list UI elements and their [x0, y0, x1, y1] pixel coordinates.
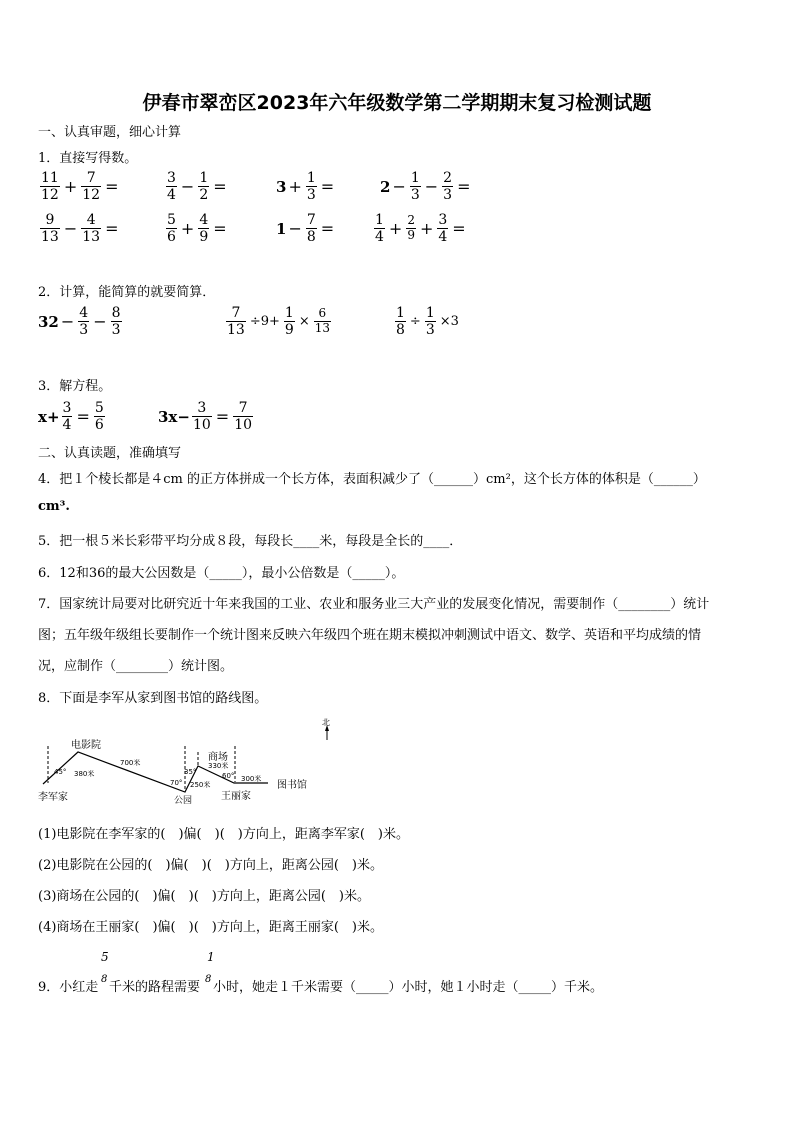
numerator: 2	[443, 170, 453, 186]
distance-label: 330米	[208, 762, 229, 770]
denominator: 4	[167, 187, 176, 204]
numerator: 2	[407, 213, 415, 228]
page-title: 伊春市翠峦区2023年六年级数学第二学期期末复习检测试题	[142, 92, 652, 114]
denominator: 13	[314, 321, 330, 336]
equals: =	[452, 219, 466, 239]
operator: +	[288, 177, 302, 197]
operator: ÷9+	[249, 314, 280, 330]
equals: =	[76, 407, 90, 427]
denominator: 8	[306, 229, 316, 246]
denominator: 12	[82, 187, 101, 204]
section-1-heading: 一、认真审题，细心计算	[38, 125, 182, 140]
numerator: 1	[375, 212, 384, 228]
operator: +	[180, 219, 195, 239]
whole-number: 2	[380, 177, 391, 196]
numerator: 1	[410, 170, 420, 186]
operator: +	[388, 219, 403, 239]
numerator: 11	[41, 170, 59, 186]
denominator: 3	[111, 322, 121, 339]
denominator: 13	[227, 322, 245, 339]
equals: =	[105, 177, 119, 197]
li-home-label: 李军家	[38, 792, 68, 803]
question-7-line-2: 图；五年级年级组长要制作一个统计图来反映六年级四个班在期末模拟冲刺测试中语文、数学、英语和平均成绩的情	[38, 628, 702, 643]
angle-label: 45°	[54, 768, 67, 776]
denominator: 3	[79, 322, 89, 339]
numerator: 4	[199, 212, 209, 228]
denominator: 9	[407, 228, 415, 243]
equation-left: x+	[38, 407, 60, 426]
q1-item-h	[372, 212, 468, 245]
denominator: 4	[375, 229, 384, 246]
numerator: 3	[167, 170, 176, 186]
numerator: 3	[438, 212, 448, 228]
q3-item-a	[38, 400, 107, 433]
q1-item-b	[164, 170, 229, 203]
question-8: 8．下面是李军从家到图书馆的路线图。	[38, 691, 268, 706]
numerator: 4	[81, 212, 101, 229]
distance-label: 250米	[190, 781, 211, 789]
denominator: 3	[306, 187, 316, 204]
numerator: 1	[396, 305, 405, 321]
denominator: 4	[438, 229, 448, 246]
denominator: 6	[94, 417, 104, 434]
question-1: 1．直接写得数。	[38, 151, 138, 166]
route-map	[38, 716, 328, 806]
angle-label: 60°	[222, 772, 235, 780]
question-8-part-2: (2)电影院在公园的( )偏( )( )方向上，距离公园( )米。	[38, 858, 383, 873]
operator: −	[424, 177, 439, 197]
numerator: 8	[111, 305, 121, 321]
denominator: 8	[396, 322, 405, 339]
q9-fraction-1-numerator: 5	[101, 950, 109, 964]
denominator: 4	[62, 417, 72, 434]
denominator: 6	[167, 229, 176, 246]
question-7-line-1: 7．国家统计局要对比研究近十年来我国的工业、农业和服务业三大产业的发展变化情况，需要制作（________）统计	[38, 597, 710, 612]
operator: −	[180, 177, 195, 197]
equation-left: 3x−	[158, 407, 190, 426]
question-3: 3．解方程。	[38, 379, 112, 394]
question-8-part-4: (4)商场在王丽家( )偏( )( )方向上，距离王丽家( )米。	[38, 920, 383, 935]
library-label: 图书馆	[277, 780, 307, 791]
question-2: 2．计算，能简算的就要简算．	[38, 285, 216, 300]
operator: +	[63, 177, 78, 197]
equals: =	[457, 177, 471, 197]
denominator: 13	[82, 229, 101, 246]
numerator: 3	[62, 400, 72, 416]
operator: −	[60, 312, 75, 332]
numerator: 3	[192, 400, 212, 417]
operator: −	[93, 312, 107, 332]
denominator: 9	[199, 229, 209, 246]
distance-label: 380米	[74, 770, 95, 778]
q2-item-b	[224, 305, 333, 338]
whole-number: 1	[276, 219, 287, 238]
question-9-suffix: 小时，她走１千米需要（_____）小时，她１小时走（_____）千米。	[213, 980, 604, 995]
q1-item-a	[38, 170, 120, 203]
operator: ÷	[409, 314, 421, 330]
operator: +	[419, 219, 434, 239]
denominator: 9	[284, 322, 294, 339]
q9-fraction-2-numerator: 1	[207, 950, 215, 964]
section-2-heading: 二、认真读题，准确填写	[38, 446, 182, 461]
operator: −	[288, 219, 302, 239]
numerator: 1	[306, 170, 316, 186]
numerator: 7	[81, 170, 101, 187]
mall-label: 商场	[208, 752, 228, 763]
numerator: 4	[79, 305, 89, 321]
q1-item-f	[164, 212, 229, 245]
question-8-part-1: (1)电影院在李军家的( )偏( )( )方向上，距离李军家( )米。	[38, 827, 409, 842]
question-6: 6．12和36的最大公因数是（_____），最小公倍数是（_____）。	[38, 566, 405, 581]
denominator: 3	[443, 187, 453, 204]
numerator: 1	[284, 305, 294, 321]
q1-item-e	[38, 212, 120, 245]
numerator: 6	[314, 307, 331, 322]
north-label: 北	[322, 718, 330, 727]
distance-label: 300米	[241, 775, 262, 783]
question-7-line-3: 况，应制作（________）统计图。	[38, 659, 234, 674]
whole-number: 32	[38, 312, 59, 331]
equals: =	[215, 407, 230, 427]
q2-item-a	[38, 305, 124, 338]
numerator: 5	[94, 400, 104, 416]
question-8-part-3: (3)商场在公园的( )偏( )( )方向上，距离公园( )米。	[38, 889, 370, 904]
angle-label: 35°	[184, 768, 197, 776]
question-5: 5．把一根５米长彩带平均分成８段，每段长____米，每段是全长的____．	[38, 534, 463, 549]
numerator: 1	[199, 170, 209, 186]
cinema-label: 电影院	[71, 740, 101, 751]
equals: =	[105, 219, 119, 239]
q9-fraction-2-denominator: 8	[205, 974, 212, 985]
operator: −	[63, 219, 78, 239]
operator: ×3	[439, 314, 459, 330]
denominator: 10	[234, 417, 253, 434]
north-arrow-icon	[325, 725, 329, 740]
denominator: 3	[425, 322, 435, 339]
whole-number: 3	[276, 177, 287, 196]
wang-home-label: 王丽家	[221, 791, 251, 802]
operator: −	[392, 177, 406, 197]
numerator: 9	[40, 212, 60, 229]
operator: ×	[298, 314, 310, 330]
denominator: 2	[199, 187, 209, 204]
equals: =	[320, 219, 335, 239]
distance-label: 700米	[120, 759, 141, 767]
question-4-line-1: 4．把１个棱长都是４cm 的正方体拼成一个长方体，表面积减少了（______）cm²，这个长方体的体积是（______）	[38, 472, 706, 487]
denominator: 12	[41, 187, 59, 204]
denominator: 3	[410, 187, 420, 204]
q2-item-c	[393, 305, 461, 338]
q1-item-d	[380, 170, 473, 203]
numerator: 1	[425, 305, 435, 321]
question-9-middle: 千米的路程需要	[109, 980, 201, 995]
q3-item-b	[158, 400, 255, 433]
park-label: 公园	[174, 796, 193, 806]
equals: =	[320, 177, 335, 197]
q1-item-g	[276, 212, 336, 245]
denominator: 10	[192, 417, 211, 434]
question-9-prefix: 9．小红走	[38, 980, 99, 995]
q9-fraction-1-denominator: 8	[101, 974, 108, 985]
numerator: 5	[167, 212, 176, 228]
angle-label: 70°	[170, 779, 183, 787]
equals: =	[213, 219, 227, 239]
q1-item-c	[276, 170, 336, 203]
numerator: 7	[233, 400, 253, 417]
numerator: 7	[306, 212, 316, 228]
numerator: 7	[226, 305, 246, 322]
denominator: 13	[41, 229, 59, 246]
question-4-line-2: cm³.	[38, 499, 70, 514]
equals: =	[213, 177, 227, 197]
